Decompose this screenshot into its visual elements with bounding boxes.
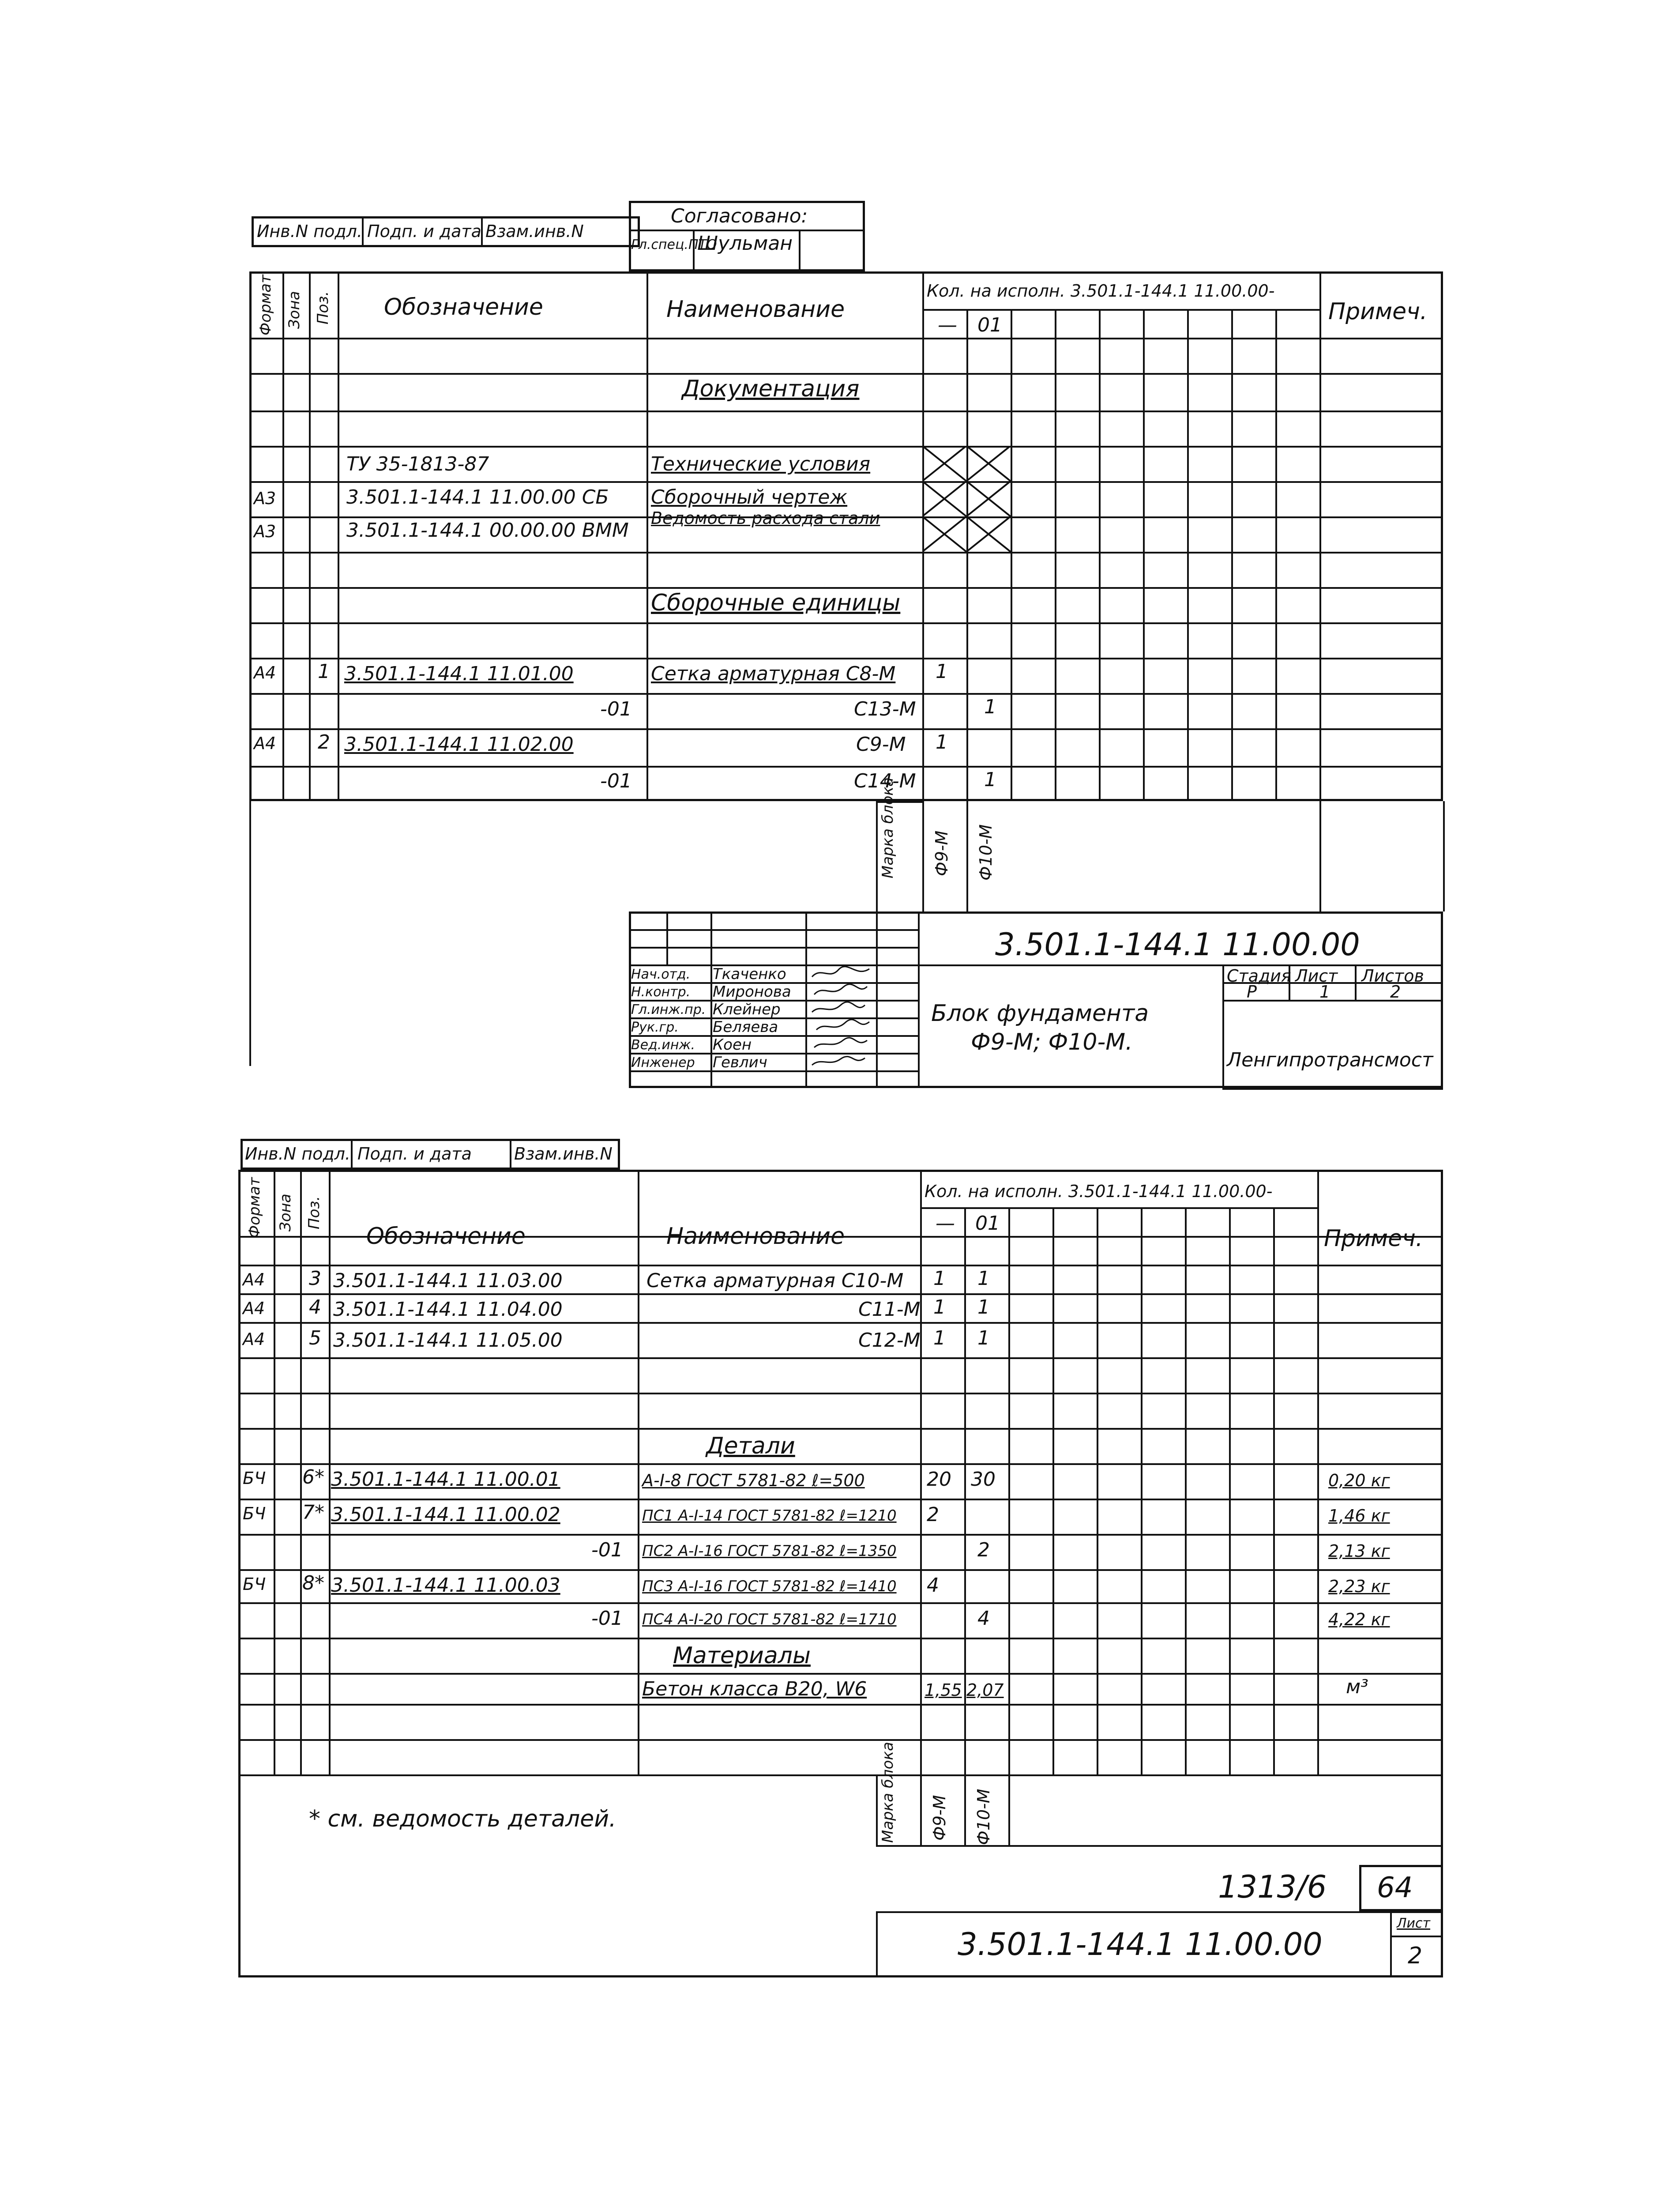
hdr-q2: 01 (977, 314, 1002, 336)
signer-role: Нач.отд. (631, 967, 691, 982)
material-note: м³ (1346, 1676, 1368, 1698)
signer-role: Вед.инж. (631, 1037, 695, 1053)
asm-name: С11-М (858, 1298, 921, 1321)
signer-name: Миронова (713, 983, 791, 1001)
detail-des: 3.501.1-144.1 11.00.01 (331, 1468, 560, 1491)
doc-name: Технические условия (651, 453, 871, 475)
section-materials: Материалы (673, 1642, 811, 1669)
detail-note: 1,46 кг (1328, 1506, 1390, 1525)
item-name-1: Блок фундамента (931, 1000, 1149, 1027)
detail-pos: 6* (302, 1466, 324, 1488)
signer-name: Коен (713, 1036, 752, 1054)
asm-des: 3.501.1-144.1 11.04.00 (333, 1298, 563, 1321)
detail-fmt: БЧ (243, 1574, 266, 1594)
material-q1: 1,55 (925, 1680, 962, 1700)
hdr-note: Примеч. (1324, 1225, 1423, 1252)
hdr-zone: Зона (286, 291, 303, 329)
stamp-number: 1313/6 (1218, 1869, 1327, 1905)
detail-note: 2,23 кг (1328, 1577, 1390, 1596)
page-number: 64 (1377, 1872, 1413, 1904)
doc-des: 3.501.1-144.1 00.00.00 ВММ (346, 519, 629, 542)
hdr-note: Примеч. (1328, 298, 1428, 325)
stage-value: Р (1247, 982, 1257, 1002)
asm-fmt: А4 (243, 1270, 265, 1289)
hdr-q1: — (936, 1212, 955, 1235)
doc-fmt: А3 (254, 489, 276, 508)
mark-2: Ф10-М (976, 824, 996, 881)
detail-des: -01 (591, 1539, 623, 1561)
detail-q2: 30 (971, 1468, 996, 1491)
asm-fmt: А4 (243, 1329, 265, 1349)
asm-des: -01 (600, 698, 632, 720)
asm-q2: 1 (977, 1267, 990, 1290)
asm-q2: 1 (984, 696, 996, 718)
hdr-zone: Зона (277, 1194, 294, 1232)
detail-q1: 4 (927, 1574, 939, 1597)
detail-name: ПС4 А-I-20 ГОСТ 5781-82 ℓ=1710 (642, 1611, 897, 1628)
asm-q2: 1 (984, 768, 996, 791)
detail-name: ПС1 А-I-14 ГОСТ 5781-82 ℓ=1210 (642, 1507, 897, 1525)
stage-label: Стадия (1227, 966, 1291, 986)
asm-pos: 3 (309, 1267, 321, 1290)
doc-name: Сборочный чертеж (651, 486, 848, 508)
signer-name: Ткаченко (713, 965, 786, 983)
asm-name: Сетка арматурная С10-М (646, 1269, 904, 1292)
hdr-pos: Поз. (305, 1196, 323, 1229)
section-details: Детали (706, 1433, 795, 1459)
asm-q1: 1 (936, 731, 948, 753)
asm-pos: 4 (309, 1296, 321, 1318)
hdr-q2: 01 (975, 1212, 1000, 1235)
mark-label: Марка блока (879, 777, 897, 878)
mark-2: Ф10-М (974, 1789, 993, 1845)
doc-des: ТУ 35-1813-87 (346, 453, 489, 475)
asm-pos: 5 (309, 1327, 321, 1349)
sheet-value: 1 (1319, 982, 1330, 1002)
asm-name: С13-М (854, 698, 916, 720)
detail-name: ПС2 А-I-16 ГОСТ 5781-82 ℓ=1350 (642, 1542, 897, 1560)
detail-note: 2,13 кг (1328, 1541, 1390, 1561)
footnote: * см. ведомость деталей. (309, 1806, 616, 1832)
asm-q2: 1 (977, 1296, 990, 1318)
asm-name: Сетка арматурная С8-М (651, 663, 896, 685)
hdr-format: Формат (246, 1177, 263, 1238)
sheet-label: Лист (1295, 966, 1338, 986)
material-q2: 2,07 (966, 1680, 1004, 1700)
asm-q1: 1 (933, 1327, 946, 1349)
asm-pos: 2 (318, 731, 330, 753)
strip-inv: Инв.N подл. (257, 222, 362, 241)
asm-name: С9-М (856, 733, 906, 756)
detail-q1: 2 (927, 1503, 939, 1526)
signer-role: Рук.гр. (631, 1020, 679, 1035)
asm-des: 3.501.1-144.1 11.01.00 (344, 663, 574, 685)
hdr-qty: Кол. на исполн. 3.501.1-144.1 11.00.00- (927, 281, 1275, 301)
crossed-cells (922, 446, 1011, 552)
detail-fmt: БЧ (243, 1504, 266, 1523)
asm-fmt: А4 (254, 663, 276, 682)
hdr-designation: Обозначение (384, 294, 543, 320)
asm-name: С12-М (858, 1329, 921, 1352)
hdr-designation: Обозначение (366, 1223, 526, 1250)
section-docs: Документация (682, 376, 860, 402)
sheet-2 (0, 1126, 1680, 2207)
detail-q2: 2 (977, 1539, 990, 1561)
asm-q1: 1 (933, 1267, 946, 1290)
section-asm: Сборочные единицы (651, 590, 901, 616)
sheet-number: 2 (1408, 1943, 1423, 1969)
agreed-name: Шульман (697, 232, 793, 255)
asm-pos: 1 (318, 660, 330, 683)
signer-name: Беляева (713, 1018, 778, 1036)
signer-role: Н.контр. (631, 984, 691, 1000)
detail-des: -01 (591, 1607, 623, 1630)
hdr-pos: Поз. (314, 291, 332, 324)
agreed-title: Согласовано: (671, 205, 808, 227)
detail-name: ПС3 А-I-16 ГОСТ 5781-82 ℓ=1410 (642, 1578, 897, 1595)
agreed-role: Гл.спец.ПТО (631, 237, 717, 252)
signer-role: Гл.инж.пр. (631, 1002, 706, 1017)
sheet-label: Лист (1397, 1916, 1431, 1931)
material-name: Бетон класса В20, W6 (642, 1678, 867, 1700)
asm-des: 3.501.1-144.1 11.05.00 (333, 1329, 563, 1352)
hdr-format: Формат (257, 275, 274, 335)
strip-inv: Инв.N подл. (245, 1144, 350, 1164)
signatures (808, 964, 874, 1070)
doc-code: 3.501.1-144.1 11.00.00 (958, 1926, 1323, 1962)
detail-note: 4,22 кг (1328, 1610, 1390, 1629)
detail-name: А-I-8 ГОСТ 5781-82 ℓ=500 (642, 1471, 865, 1490)
doc-fmt: А3 (254, 522, 276, 541)
strip-replace: Взам.инв.N (514, 1144, 613, 1164)
hdr-qty: Кол. на исполн. 3.501.1-144.1 11.00.00- (925, 1182, 1273, 1201)
detail-q1: 20 (927, 1468, 951, 1491)
asm-des: 3.501.1-144.1 11.02.00 (344, 733, 574, 756)
item-name-2: Ф9-М; Ф10-М. (971, 1029, 1133, 1055)
strip-sign: Подп. и дата (367, 222, 481, 241)
detail-pos: 7* (302, 1501, 324, 1524)
hdr-q1: — (938, 314, 957, 336)
mark-1: Ф9-М (930, 1795, 949, 1841)
detail-des: 3.501.1-144.1 11.00.03 (331, 1574, 560, 1597)
sheets-label: Листов (1361, 966, 1424, 986)
detail-q2: 4 (977, 1607, 990, 1630)
org-name: Ленгипротрансмост (1227, 1049, 1433, 1071)
mark-label: Марка блока (879, 1742, 897, 1843)
asm-fmt: А4 (254, 734, 276, 753)
strip-sign: Подп. и дата (357, 1144, 472, 1164)
detail-pos: 8* (302, 1572, 324, 1594)
asm-q1: 1 (936, 660, 948, 683)
mark-1: Ф9-М (932, 830, 951, 876)
strip-replace: Взам.инв.N (485, 222, 584, 241)
detail-note: 0,20 кг (1328, 1471, 1390, 1490)
hdr-name: Наименование (666, 296, 845, 323)
asm-des: -01 (600, 770, 632, 792)
sheets-value: 2 (1390, 982, 1401, 1002)
detail-des: 3.501.1-144.1 11.00.02 (331, 1503, 560, 1526)
hdr-name: Наименование (666, 1223, 845, 1250)
detail-fmt: БЧ (243, 1469, 266, 1488)
doc-name: Ведомость расхода стали (651, 508, 880, 528)
doc-des: 3.501.1-144.1 11.00.00 СБ (346, 486, 609, 508)
asm-name: С14-М (854, 770, 916, 792)
asm-q2: 1 (977, 1327, 990, 1349)
signer-name: Гевлич (713, 1054, 767, 1071)
signer-role: Инженер (631, 1055, 695, 1070)
signer-name: Клейнер (713, 1001, 781, 1018)
asm-fmt: А4 (243, 1299, 265, 1318)
title-code: 3.501.1-144.1 11.00.00 (995, 926, 1360, 963)
asm-q1: 1 (933, 1296, 946, 1318)
asm-des: 3.501.1-144.1 11.03.00 (333, 1269, 563, 1292)
